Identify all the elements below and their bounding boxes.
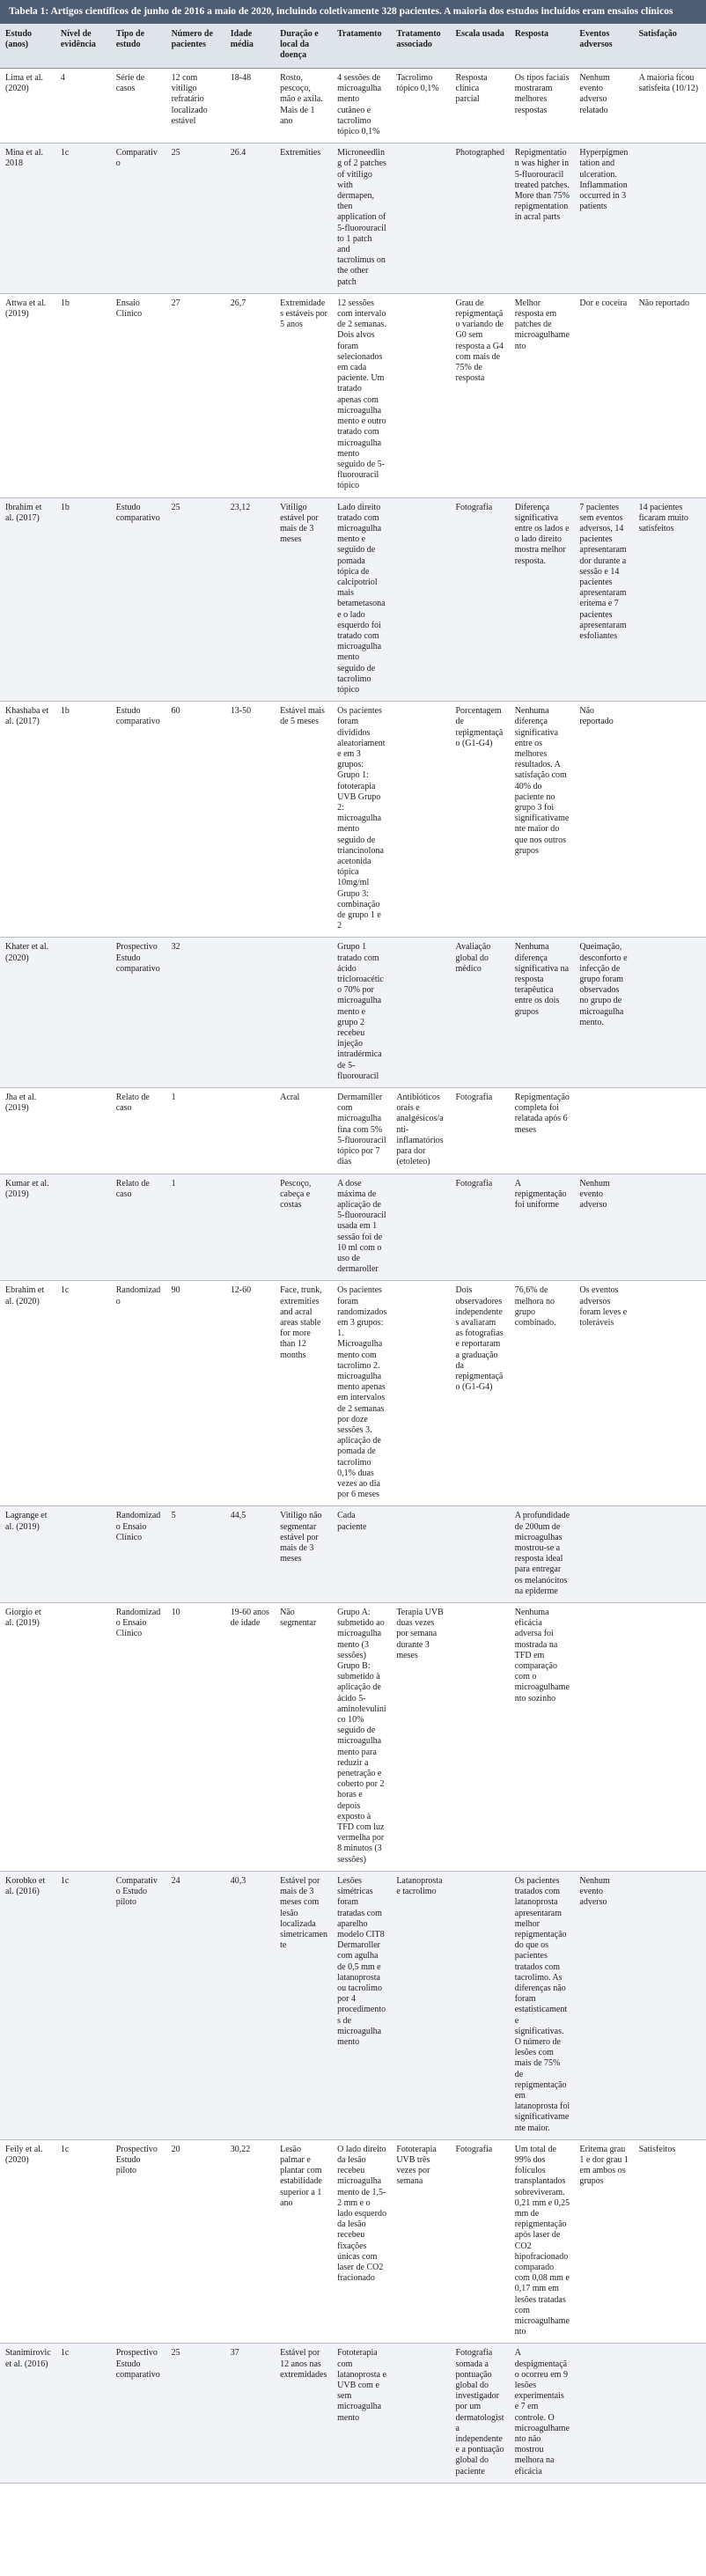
cell-satisfaction: 14 pacientes ficaram muito satisfeitos xyxy=(634,497,706,702)
cell-response: Nenhuma diferença significativa entre os melhores resultados. A satisfação com 40% do paciente no grupo 3 foi significativamente maior do que nos outros grupos xyxy=(510,702,575,938)
cell-treatment: Grupo 1 tratado com ácido tricloroacético 70% por microagulhamento e grupo 2 recebeu injeção intradérmica de 5-fluorouracil xyxy=(332,938,391,1088)
cell-duration-location: Vitiligo estável por mais de 3 meses xyxy=(275,497,332,702)
cell-treatment: Dermamiller com microagulha fina com 5% 5-fluorouracil tópico por 7 dias xyxy=(332,1088,391,1174)
table-row xyxy=(0,2344,706,2483)
cell-study-type: Randomizado Ensaio Clínico xyxy=(111,1603,166,1872)
cell-satisfaction xyxy=(634,1174,706,1281)
column-header-treatment: Tratamento xyxy=(332,24,391,69)
cell-response: 76,6% de melhora no grupo combinado. xyxy=(510,1281,575,1506)
cell-scale: Porcentagem de repigmentação (G1-G4) xyxy=(451,702,510,938)
cell-duration-location: Acral xyxy=(275,1088,332,1174)
cell-duration-location: Lesão palmar e plantar com estabilidade superior a 1 ano xyxy=(275,2139,332,2344)
cell-response: Nenhuma diferença significativa na resposta terapêutica entre os dois grupos xyxy=(510,938,575,1088)
cell-associated-treatment xyxy=(391,938,450,1088)
column-header-study: Estudo (anos) xyxy=(0,24,55,69)
cell-evidence-level xyxy=(55,1603,111,1872)
cell-study-type: Comparativo xyxy=(111,144,166,294)
cell-adverse-events xyxy=(574,2344,633,2483)
cell-associated-treatment xyxy=(391,1174,450,1281)
cell-scale: Fotografia somada a pontuação global do investigador por um dermatologista independente e a pontuação global do paciente xyxy=(451,2344,510,2483)
cell-treatment: A dose máxima de aplicação de 5-fluorouracil usada em 1 sessão foi de 10 ml com o uso de dermaroller xyxy=(332,1174,391,1281)
cell-duration-location: Pescoço, cabeça e costas xyxy=(275,1174,332,1281)
cell-study-type: Prospectivo Estudo comparativo xyxy=(111,2344,166,2483)
cell-treatment: 12 sessões com intervalo de 2 semanas. Dois alvos foram selecionados em cada paciente. Um tratado apenas com microagulhamento e outro tratado com microagulhamento seguido de 5-fluorouracil tópico xyxy=(332,293,391,497)
table-title: Tabela 1: Artigos científicos de junho de 2016 a maio de 2020, incluindo coletivamente 328 pacientes. A maioria dos estudos incluídos eram ensaios clínicos xyxy=(0,0,706,24)
cell-study: Kumar et al. (2019) xyxy=(0,1174,55,1281)
table-row xyxy=(0,69,706,144)
cell-scale: Fotografia xyxy=(451,1088,510,1174)
table-row xyxy=(0,2139,706,2344)
cell-duration-location: Vitiligo não segmentar estável por mais de 3 meses xyxy=(275,1506,332,1603)
cell-patient-count: 20 xyxy=(166,2139,225,2344)
column-header-duration-location: Duração e local da doença xyxy=(275,24,332,69)
cell-associated-treatment xyxy=(391,1506,450,1603)
cell-satisfaction xyxy=(634,938,706,1088)
cell-treatment: Lado direito tratado com microagulhamento e seguido de pomada tópica de calcipotriol mais betametasona e o lado esquerdo foi tratado com microagulhamento seguido de tacrolimo tópico xyxy=(332,497,391,702)
cell-evidence-level: 1c xyxy=(55,2344,111,2483)
table-row xyxy=(0,1281,706,1506)
cell-adverse-events xyxy=(574,1506,633,1603)
cell-study-type: Ensaio Clínico xyxy=(111,293,166,497)
cell-satisfaction xyxy=(634,702,706,938)
cell-evidence-level: 1b xyxy=(55,293,111,497)
cell-adverse-events: Nenhum evento adverso xyxy=(574,1174,633,1281)
cell-mean-age xyxy=(225,1174,275,1281)
cell-patient-count: 27 xyxy=(166,293,225,497)
cell-evidence-level: 1b xyxy=(55,702,111,938)
cell-response: Um total de 99% dos folículos transplantados sobreviveram. 0,21 mm e 0,25 mm de repigmentação após laser de CO2 hipofracionado comparado com 0,08 mm e 0,17 mm em lesões tratadas com microagulhamento xyxy=(510,2139,575,2344)
cell-patient-count: 25 xyxy=(166,144,225,294)
cell-associated-treatment xyxy=(391,2344,450,2483)
cell-scale: Resposta clínica parcial xyxy=(451,69,510,144)
cell-study-type: Relato de caso xyxy=(111,1088,166,1174)
cell-response: A despigmentação ocorreu em 9 lesões experimentais e 7 em controle. O microagulhamento não mostrou melhora na eficácia xyxy=(510,2344,575,2483)
cell-study-type: Relato de caso xyxy=(111,1174,166,1281)
cell-evidence-level xyxy=(55,1506,111,1603)
table-row xyxy=(0,1871,706,2139)
cell-adverse-events: Hyperpigmentation and ulceration. Inflammation occurred in 3 patients xyxy=(574,144,633,294)
table-row xyxy=(0,938,706,1088)
cell-mean-age: 13-50 xyxy=(225,702,275,938)
cell-satisfaction xyxy=(634,2344,706,2483)
cell-study-type: Randomizado xyxy=(111,1281,166,1506)
cell-study-type: Comparativo Estudo piloto xyxy=(111,1871,166,2139)
cell-adverse-events xyxy=(574,1088,633,1174)
cell-associated-treatment xyxy=(391,144,450,294)
cell-response: A repigmentação foi uniforme xyxy=(510,1174,575,1281)
cell-mean-age: 12-60 xyxy=(225,1281,275,1506)
cell-study: Ibrahim et al. (2017) xyxy=(0,497,55,702)
cell-study-type: Prospectivo Estudo comparativo xyxy=(111,938,166,1088)
cell-mean-age: 23,12 xyxy=(225,497,275,702)
cell-response: Repigmentation was higher in 5-fluorouracil treated patches. More than 75% repigmentation in acral parts xyxy=(510,144,575,294)
cell-patient-count: 32 xyxy=(166,938,225,1088)
cell-scale: Fotografia xyxy=(451,1174,510,1281)
cell-patient-count: 25 xyxy=(166,497,225,702)
cell-associated-treatment xyxy=(391,1281,450,1506)
table-row xyxy=(0,702,706,938)
cell-duration-location: Face, trunk, extremities and acral areas stable for more than 12 months xyxy=(275,1281,332,1506)
cell-associated-treatment: Fototerapia UVB três vezes por semana xyxy=(391,2139,450,2344)
cell-associated-treatment: Tacrolimo tópico 0,1% xyxy=(391,69,450,144)
cell-duration-location xyxy=(275,938,332,1088)
column-header-mean-age: Idade média xyxy=(225,24,275,69)
cell-response: Os pacientes tratados com latanoprosta apresentaram melhor repigmentação do que os pacientes tratados com tacrolimo. As diferenças não foram estatisticamente significativas. O número de lesões com mais de 75% de repigmentação em latanoprosta foi significativamente maior. xyxy=(510,1871,575,2139)
cell-satisfaction: Satisfeitos xyxy=(634,2139,706,2344)
cell-duration-location: Não segmentar xyxy=(275,1603,332,1872)
cell-response: Melhor resposta em patches de microagulhamento xyxy=(510,293,575,497)
column-header-adverse-events: Eventos adversos xyxy=(574,24,633,69)
cell-treatment: Lesões simétricas foram tratadas com aparelho modelo CIT8 Dermaroller com agulha de 0,5 mm e latanoprosta ou tacrolimo por 4 procedimentos de microagulhamento xyxy=(332,1871,391,2139)
cell-treatment: 4 sessões de microagulhamento cutâneo e tacrolimo tópico 0,1% xyxy=(332,69,391,144)
cell-mean-age: 30,22 xyxy=(225,2139,275,2344)
cell-treatment: Fototerapia com latanoprosta e UVB com e sem microagulhamento xyxy=(332,2344,391,2483)
table-body xyxy=(0,69,706,2484)
cell-study-type: Prospectivo Estudo piloto xyxy=(111,2139,166,2344)
cell-treatment: Microneedling of 2 patches of vitiligo with dermapen, then application of 5-fluorouracil to 1 patch and tacrolimus on the other patch xyxy=(332,144,391,294)
cell-adverse-events: Dor e coceira xyxy=(574,293,633,497)
cell-treatment: Os pacientes foram divididos aleatoriamente em 3 grupos: Grupo 1: fototerapia UVB Grupo 2: microagulhamento seguido de triancinolona acetonida tópica 10mg/ml Grupo 3: combinação de grupo 1 e 2 xyxy=(332,702,391,938)
table-row xyxy=(0,1088,706,1174)
column-header-evidence-level: Nível de evidência xyxy=(55,24,111,69)
cell-adverse-events: Eritema grau 1 e dor grau 1 em ambos os grupos xyxy=(574,2139,633,2344)
cell-adverse-events xyxy=(574,1603,633,1872)
cell-mean-age: 37 xyxy=(225,2344,275,2483)
cell-satisfaction: Não reportado xyxy=(634,293,706,497)
cell-scale: Photographed xyxy=(451,144,510,294)
cell-response: Nenhuma eficácia adversa foi mostrada na TFD em comparação com o microagulhamento sozinho xyxy=(510,1603,575,1872)
cell-study-type: Estudo comparativo xyxy=(111,497,166,702)
column-header-response: Resposta xyxy=(510,24,575,69)
cell-adverse-events: Queimação, desconforto e infecção de grupo foram observados no grupo de microagulhamento. xyxy=(574,938,633,1088)
cell-evidence-level: 1c xyxy=(55,1871,111,2139)
cell-associated-treatment xyxy=(391,702,450,938)
cell-study: Attwa et al. (2019) xyxy=(0,293,55,497)
table-row xyxy=(0,497,706,702)
cell-response: Os tipos faciais mostraram melhores respostas xyxy=(510,69,575,144)
cell-study: Ebrahim et al. (2020) xyxy=(0,1281,55,1506)
cell-patient-count: 1 xyxy=(166,1088,225,1174)
cell-scale xyxy=(451,1871,510,2139)
cell-study: Mina et al. 2018 xyxy=(0,144,55,294)
cell-patient-count: 90 xyxy=(166,1281,225,1506)
cell-evidence-level: 1c xyxy=(55,2139,111,2344)
cell-adverse-events: 7 pacientes sem eventos adversos, 14 pacientes apresentaram dor durante a sessão e 14 pacientes apresentaram eritema e 7 pacientes apresentaram esfoliantes xyxy=(574,497,633,702)
table-header-row xyxy=(0,24,706,69)
cell-adverse-events: Nenhum evento adverso xyxy=(574,1871,633,2139)
table-row xyxy=(0,144,706,294)
cell-duration-location: Estável por 12 anos nas extremidades xyxy=(275,2344,332,2483)
cell-treatment: Os pacientes foram randomizados em 3 grupos: 1. Microagulhamento com tacrolimo 2. microagulhamento apenas em intervalos de 2 semanas por doze sessões 3. aplicação de pomada de tacrolimo 0,1% duas vezes ao dia por 6 meses xyxy=(332,1281,391,1506)
table-row xyxy=(0,1506,706,1603)
cell-evidence-level: 1c xyxy=(55,1281,111,1506)
cell-evidence-level xyxy=(55,938,111,1088)
cell-associated-treatment: Antibióticos orais e analgésicos/anti-inflamatórios para dor (etoleteo) xyxy=(391,1088,450,1174)
cell-patient-count: 24 xyxy=(166,1871,225,2139)
cell-patient-count: 60 xyxy=(166,702,225,938)
cell-duration-location: Extremities xyxy=(275,144,332,294)
cell-evidence-level xyxy=(55,1174,111,1281)
cell-adverse-events: Nenhum evento adverso relatado xyxy=(574,69,633,144)
cell-duration-location: Extremidades estáveis por 5 anos xyxy=(275,293,332,497)
cell-patient-count: 10 xyxy=(166,1603,225,1872)
cell-study: Feily et al. (2020) xyxy=(0,2139,55,2344)
cell-study: Lima et al. (2020) xyxy=(0,69,55,144)
table-row xyxy=(0,1603,706,1872)
studies-table xyxy=(0,24,706,2484)
cell-study: Stanimirovic et al. (2016) xyxy=(0,2344,55,2483)
cell-study: Khashaba et al. (2017) xyxy=(0,702,55,938)
table-row xyxy=(0,293,706,497)
cell-study: Khater et al. (2020) xyxy=(0,938,55,1088)
cell-patient-count: 5 xyxy=(166,1506,225,1603)
cell-response: A profundidade de 200um de microagulhas mostrou-se a resposta ideal para entregar os melanócitos na epiderme xyxy=(510,1506,575,1603)
cell-mean-age: 26,7 xyxy=(225,293,275,497)
cell-evidence-level: 4 xyxy=(55,69,111,144)
cell-mean-age: 18-48 xyxy=(225,69,275,144)
cell-study-type: Série de casos xyxy=(111,69,166,144)
cell-duration-location: Estável por mais de 3 meses com lesão localizada simetricamente xyxy=(275,1871,332,2139)
cell-satisfaction xyxy=(634,1871,706,2139)
cell-satisfaction xyxy=(634,1281,706,1506)
column-header-satisfaction: Satisfação xyxy=(634,24,706,69)
cell-mean-age xyxy=(225,938,275,1088)
cell-satisfaction xyxy=(634,1506,706,1603)
cell-scale: Dois observadores independentes avaliaram as fotografias e reportaram a graduação da repigmentação (G1-G4) xyxy=(451,1281,510,1506)
cell-mean-age: 44,5 xyxy=(225,1506,275,1603)
cell-study: Giorgio et al. (2019) xyxy=(0,1603,55,1872)
column-header-study-type: Tipo de estudo xyxy=(111,24,166,69)
cell-satisfaction xyxy=(634,1603,706,1872)
cell-response: Diferença significativa entre os lados e o lado direito mostra melhor resposta. xyxy=(510,497,575,702)
cell-scale: Avaliação global do médico xyxy=(451,938,510,1088)
column-header-associated-treatment: Tratamento associado xyxy=(391,24,450,69)
cell-study: Korobko et al. (2016) xyxy=(0,1871,55,2139)
cell-treatment: Cada paciente xyxy=(332,1506,391,1603)
cell-study: Lagrange et al. (2019) xyxy=(0,1506,55,1603)
cell-treatment: O lado direito da lesão recebeu microagulhamento de 1,5-2 mm e o lado esquerdo da lesão recebeu fixações únicas com laser de CO2 fracionado xyxy=(332,2139,391,2344)
cell-patient-count: 12 com vitiligo refratário localizado estável xyxy=(166,69,225,144)
table-row xyxy=(0,1174,706,1281)
cell-mean-age: 26.4 xyxy=(225,144,275,294)
cell-satisfaction xyxy=(634,144,706,294)
cell-study-type: Estudo comparativo xyxy=(111,702,166,938)
cell-treatment: Grupo A: submetido ao microagulhamento (3 sessões) Grupo B: submetido à aplicação de ácido 5-aminolevulínico 10% seguido de microagulhamento para reduzir a penetração e coberto por 2 horas e depois exposto à TFD com luz vermelha por 8 minutos (3 sessões) xyxy=(332,1603,391,1872)
cell-duration-location: Rosto, pescoço, mão e axila. Mais de 1 ano xyxy=(275,69,332,144)
cell-scale: Fotografia xyxy=(451,497,510,702)
cell-scale: Grau de repigmentação variando de G0 sem resposta a G4 com mais de 75% de resposta xyxy=(451,293,510,497)
column-header-patient-count: Número de pacientes xyxy=(166,24,225,69)
cell-scale: Fotografia xyxy=(451,2139,510,2344)
cell-patient-count: 25 xyxy=(166,2344,225,2483)
cell-associated-treatment xyxy=(391,497,450,702)
cell-evidence-level xyxy=(55,1088,111,1174)
cell-duration-location: Estável mais de 5 meses xyxy=(275,702,332,938)
cell-satisfaction: A maioria ficou satisfeita (10/12) xyxy=(634,69,706,144)
cell-associated-treatment: Terapia UVB duas vezes por semana durante 3 meses xyxy=(391,1603,450,1872)
cell-response: Repigmentação completa foi relatada após 6 meses xyxy=(510,1088,575,1174)
cell-scale xyxy=(451,1603,510,1872)
cell-satisfaction xyxy=(634,1088,706,1174)
cell-mean-age: 19-60 anos de idade xyxy=(225,1603,275,1872)
column-header-scale: Escala usada xyxy=(451,24,510,69)
cell-adverse-events: Os eventos adversos foram leves e toleráveis xyxy=(574,1281,633,1506)
cell-study: Jha et al. (2019) xyxy=(0,1088,55,1174)
cell-associated-treatment xyxy=(391,293,450,497)
cell-evidence-level: 1c xyxy=(55,144,111,294)
cell-associated-treatment: Latanoprosta e tacrolimo xyxy=(391,1871,450,2139)
cell-mean-age xyxy=(225,1088,275,1174)
cell-adverse-events: Não reportado xyxy=(574,702,633,938)
cell-mean-age: 40,3 xyxy=(225,1871,275,2139)
cell-study-type: Randomizado Ensaio Clínico xyxy=(111,1506,166,1603)
cell-scale xyxy=(451,1506,510,1603)
cell-evidence-level: 1b xyxy=(55,497,111,702)
cell-patient-count: 1 xyxy=(166,1174,225,1281)
